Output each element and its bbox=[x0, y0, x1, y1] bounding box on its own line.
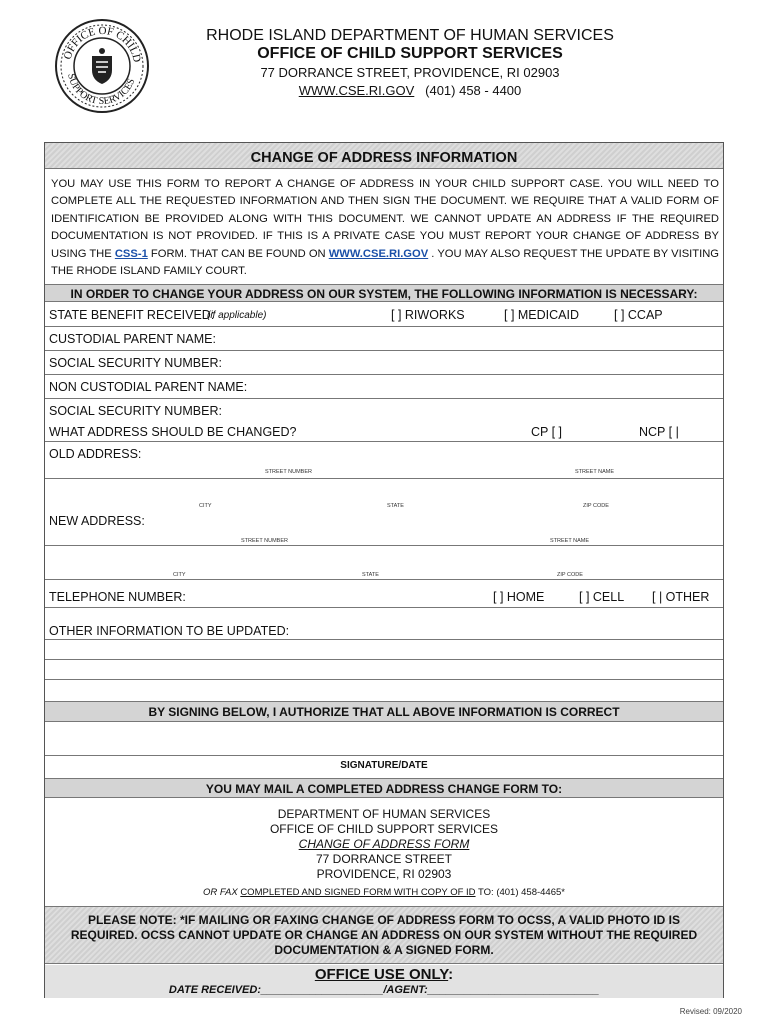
svg-text:OFFICE OF CHILD: OFFICE OF CHILD bbox=[61, 24, 143, 64]
office-use-section: OFFICE USE ONLY: DATE RECEIVED:____________________/AGENT:____________________________ bbox=[45, 965, 723, 998]
revision-date: Revised: 09/2020 bbox=[679, 1007, 742, 1016]
cp-checkbox[interactable]: CP [ ] bbox=[531, 425, 563, 439]
fax-instructions: OR FAX COMPLETED AND SIGNED FORM WITH COPY OF ID TO: (401) 458-4465* bbox=[203, 887, 565, 898]
signature-field[interactable] bbox=[45, 722, 723, 756]
date-received-agent-field[interactable]: DATE RECEIVED:____________________/AGENT:____________________________ bbox=[168, 984, 600, 996]
other-info-line-3[interactable] bbox=[45, 660, 723, 680]
office-contact bbox=[150, 84, 670, 98]
other-info-line-2[interactable] bbox=[45, 640, 723, 660]
intro-paragraph: YOU MAY USE THIS FORM TO REPORT A CHANGE OF ADDRESS IN YOUR CHILD SUPPORT CASE. YOU WILL NEED TO COMPLETE ALL THE REQUESTED INFORMATION AND THEN SIGN THE DOCUMENT. WE REQUIRE THAT A VALID FORM OF IDENTIFICATION BE PROVIDED ALONG WITH THIS DOCUMENT. WE CANNOT UPDATE AN ADDRESS IF THE REQUIRED DOCUMENTATION IS NOT PROVIDED. IF THIS IS A PRIVATE CASE YOU MUST REPORT YOUR CHANGE OF ADDRESS BY USING THE CSS-1 FORM. THAT CAN BE FOUND ON WWW.CSE.RI.GOV . YOU MAY ALSO REQUEST THE UPDATE BY VISITING THE RHODE ISLAND FAMILY COURT. bbox=[51, 178, 720, 278]
address-change-form bbox=[44, 142, 724, 998]
office-name: OFFICE OF CHILD SUPPORT SERVICES bbox=[257, 45, 563, 62]
required-info-heading: IN ORDER TO CHANGE YOUR ADDRESS ON OUR SYSTEM, THE FOLLOWING INFORMATION IS NECESSARY: bbox=[45, 284, 723, 302]
custodial-parent-name-field[interactable]: CUSTODIAL PARENT NAME: bbox=[45, 327, 723, 351]
phone-other-checkbox[interactable]: [ | OTHER bbox=[652, 590, 710, 604]
other-info-field[interactable]: OTHER INFORMATION TO BE UPDATED: bbox=[45, 608, 723, 640]
riworks-checkbox[interactable]: [ ] RIWORKS bbox=[391, 308, 465, 322]
phone-cell-checkbox[interactable]: [ ] CELL bbox=[579, 590, 625, 604]
old-address-city-field[interactable]: CITY STATE ZIP CODE bbox=[199, 503, 609, 509]
ncp-checkbox[interactable]: NCP [ | bbox=[639, 425, 679, 439]
noncustodial-ssn-field[interactable]: SOCIAL SECURITY NUMBER: bbox=[49, 404, 222, 418]
please-note-banner: PLEASE NOTE: *IF MAILING OR FAXING CHANGE OF ADDRESS FORM TO OCSS, A VALID PHOTO ID IS REQUIRED. OCSS CANNOT UPDATE OR CHANGE AN ADDRESS ON OUR SYSTEM WITHOUT THE REQUIRED DOCUMENTATION & A SIGNED FORM. bbox=[45, 906, 723, 964]
telephone-row: TELEPHONE NUMBER: [ ] HOME [ ] CELL [ | OTHER bbox=[45, 579, 723, 608]
old-address-street-field[interactable]: OLD ADDRESS: STREET NUMBER STREET NAME bbox=[45, 442, 723, 479]
office-phone: (401) 458 - 4400 bbox=[425, 83, 522, 98]
authorize-heading: BY SIGNING BELOW, I AUTHORIZE THAT ALL ABOVE INFORMATION IS CORRECT bbox=[45, 702, 723, 722]
ccap-checkbox[interactable]: [ ] CCAP bbox=[614, 308, 663, 322]
other-info-line-4[interactable] bbox=[45, 680, 723, 702]
medicaid-checkbox[interactable]: [ ] MEDICAID bbox=[504, 308, 580, 322]
office-address: 77 DORRANCE STREET, PROVIDENCE, RI 02903 bbox=[260, 65, 560, 80]
new-address-city-field[interactable]: CITY STATE ZIP CODE bbox=[173, 572, 583, 578]
department-name: RHODE ISLAND DEPARTMENT OF HUMAN SERVICES bbox=[206, 27, 614, 44]
noncustodial-parent-name-field[interactable]: NON CUSTODIAL PARENT NAME: bbox=[45, 375, 723, 399]
form-title: CHANGE OF ADDRESS INFORMATION bbox=[45, 143, 723, 169]
signature-date-label: SIGNATURE/DATE bbox=[340, 760, 428, 771]
custodial-ssn-field[interactable]: SOCIAL SECURITY NUMBER: bbox=[45, 351, 723, 375]
office-website-link[interactable]: WWW.CSE.RI.GOV bbox=[298, 83, 415, 98]
mailing-address: DEPARTMENT OF HUMAN SERVICES OFFICE OF CHILD SUPPORT SERVICES CHANGE OF ADDRESS FORM 77 DORRANCE STREET PROVIDENCE, RI 02903 bbox=[269, 807, 499, 881]
mail-heading: YOU MAY MAIL A COMPLETED ADDRESS CHANGE FORM TO: bbox=[45, 778, 723, 798]
cse-website-link[interactable]: WWW.CSE.RI.GOV bbox=[328, 247, 429, 260]
benefit-row: STATE BENEFIT RECEIVED: (if applicable) [ ] RIWORKS [ ] MEDICAID [ ] CCAP bbox=[45, 303, 723, 327]
ocss-seal-logo bbox=[54, 18, 150, 114]
address-to-change-row: WHAT ADDRESS SHOULD BE CHANGED? CP [ ] NCP [ | bbox=[45, 421, 723, 442]
new-address-street-field[interactable]: NEW ADDRESS: STREET NUMBER STREET NAME bbox=[45, 512, 723, 546]
phone-home-checkbox[interactable]: [ ] HOME bbox=[493, 590, 545, 604]
css-1-form-link[interactable]: CSS-1 bbox=[114, 247, 148, 260]
svg-text:SUPPORT SERVICES: SUPPORT SERVICES bbox=[65, 72, 138, 108]
